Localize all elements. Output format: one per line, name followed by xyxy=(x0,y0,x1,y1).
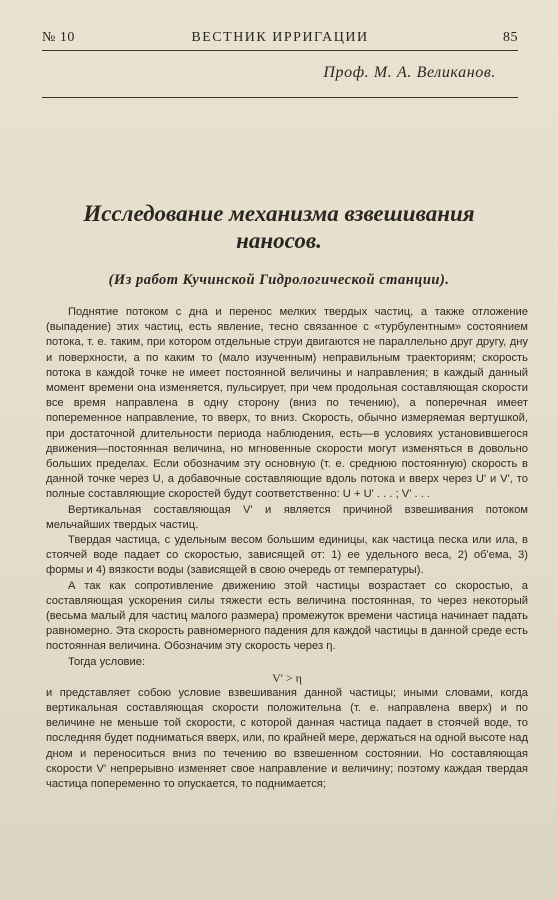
paragraph: Твердая частица, с удельным весом большим единицы, как частица песка или ила, в стоячей воде падает со скоростью, зависящей от: 1) ее удельного веса, 2) об'ема, 3) формы и 4) вязкости воды (зависящей в свою очередь от температуры). xyxy=(46,534,528,577)
article-body xyxy=(46,305,528,792)
article-title-line-2: наносов. xyxy=(236,228,322,253)
page-number: 85 xyxy=(503,30,518,45)
author-name: Проф. М. А. Великанов. xyxy=(323,64,496,81)
formula: V' > η xyxy=(272,670,302,685)
running-header xyxy=(42,30,518,50)
article-title xyxy=(40,200,518,254)
header-rule xyxy=(42,50,518,51)
paragraph: Поднятие потоком с дна и перенос мелких твердых частиц, а также отложение (выпадение) этих частиц, есть явление, тесно связанное с «турбулентным» состоянием потока, т. е. таким, при котором отдельные струи двигаются не параллельно друг другу, дну и поверхности, а по каким то (мало изученным) неправильным траекториям; скорость потока в каждой точке не имеет постоянной величины и направления; в каждый данный момент времени она изменяется, пульсирует, при чем продольная составляющая скорости все время направлена в одну сторону (вниз по течению), а поперечная имеет попеременное направление, то вверх, то вниз. Скорость, обычно измеряемая вертушкой, при достаточной длительности периода наблюдения, есть—в условиях установившегося движения—постоянная величина, но мгновенные скорости могут изменяться в довольно больших пределах. Если обозначим эту основную (т. е. среднюю постоянную) скорость в данной точке через U, а добавочные составляющие вдоль потока и вверх через U' и V', то полные составляющие скоростей будут соответственно: U + U' . . . ; V' . . . xyxy=(46,306,528,501)
paragraph: Вертикальная составляющая V' и является причиной взвешивания потоком мельчайших твердых частиц. xyxy=(46,503,528,531)
closing-paragraph: и представляет собою условие взвешивания данной частицы; иными словами, когда вертикальная составляющая скорости положительна (т. е. направлена вверх) и по величине не меньше той скорости, с которой данная частица падает в стоячей воде, то последняя будет подниматься вверх, или, по крайней мере, держаться на одной высоте над дном и переноситься вниз по течению во взвешенном состоянии. Но составляющая скорости V' непрерывно изменяет свое направление и величину; поэтому каждая твердая частица попеременно то опускается, то поднимается; xyxy=(46,686,528,791)
journal-title: ВЕСТНИК ИРРИГАЦИИ xyxy=(191,30,369,45)
paragraph: А так как сопротивление движению этой частицы возрастает со скоростью, а составляющая ускорения силы тяжести есть величина постоянная, то через некоторый (весьма малый для частиц малого размера) промежуток времени частица начинает падать равномерно. Эта скорость равномерного падения для каждой частицы в данной среде есть постоянная величина. Обозначим эту скорость через η. xyxy=(46,579,528,653)
article-subtitle: (Из работ Кучинской Гидрологической станции). xyxy=(108,272,450,288)
author-rule xyxy=(42,97,518,98)
issue-number: № 10 xyxy=(42,30,75,45)
paragraph: Тогда условие: xyxy=(68,655,146,668)
article-title-line-1: Исследование механизма взвешивания xyxy=(83,201,475,226)
